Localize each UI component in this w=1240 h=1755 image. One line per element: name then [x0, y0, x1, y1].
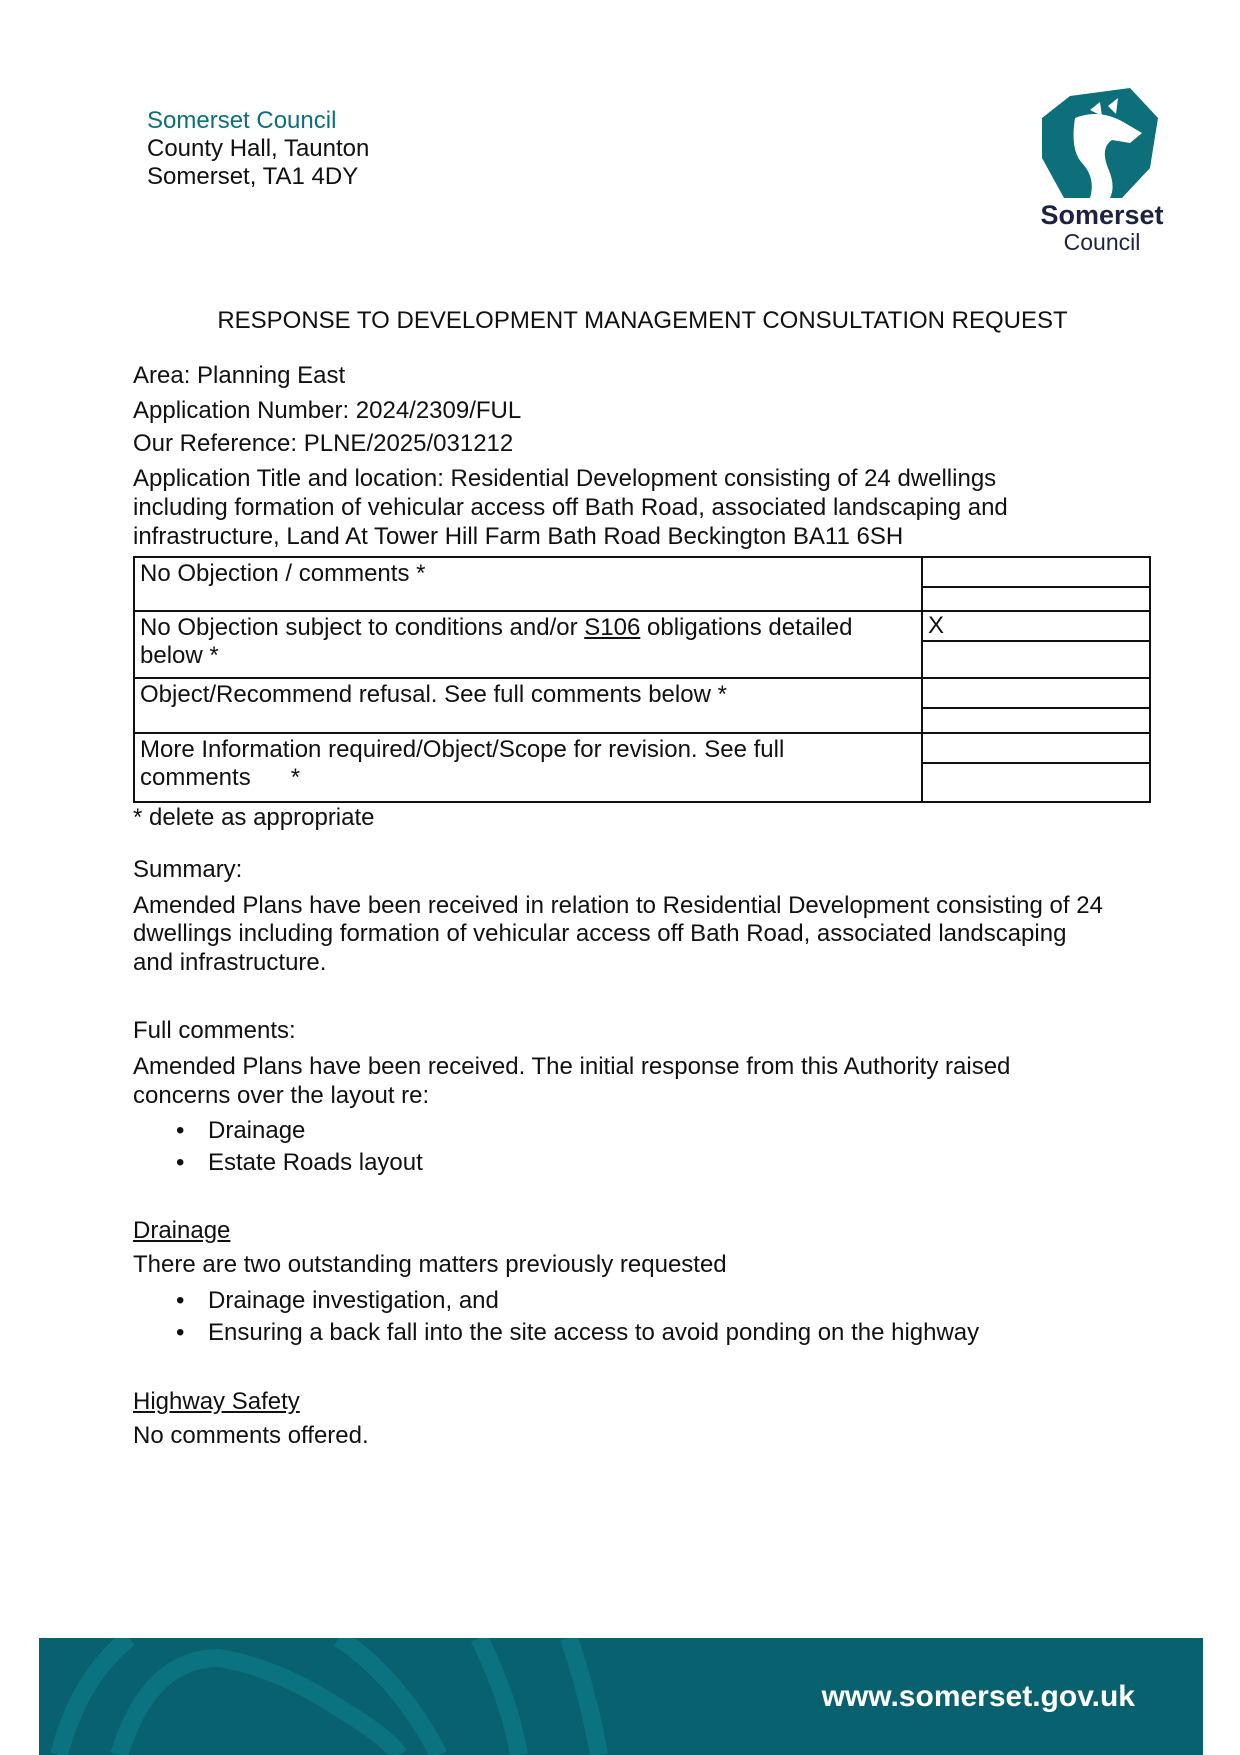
option-text: obligations detailed below *: [140, 614, 853, 669]
highway-safety-heading: Highway Safety: [133, 1388, 300, 1415]
area: Area: Planning East: [133, 362, 346, 389]
application-title: Application Title and location: Residential Development consisting of 24 dwellings: [133, 465, 997, 492]
full-comments-heading: Full comments:: [133, 1017, 296, 1044]
page-title: RESPONSE TO DEVELOPMENT MANAGEMENT CONSULTATION REQUEST: [217, 307, 1068, 334]
org-name: Somerset Council: [147, 107, 337, 134]
option-row: [134, 557, 1150, 611]
footer-url[interactable]: www.somerset.gov.uk: [821, 1680, 1135, 1713]
option-row: [134, 611, 1150, 678]
address-line-2: Somerset, TA1 4DY: [147, 163, 359, 190]
option-mark[interactable]: [923, 558, 1149, 588]
option-row: [134, 733, 1150, 802]
bullet-icon: •: [176, 1149, 185, 1176]
option-label: [134, 611, 922, 678]
summary-heading: Summary:: [133, 856, 243, 883]
full-comments-text: Amended Plans have been received. The initial response from this Authority raised: [133, 1053, 1011, 1080]
svg-text:Somerset: Somerset: [1040, 200, 1164, 230]
application-title: infrastructure, Land At Tower Hill Farm Bath Road Beckington BA11 6SH: [133, 523, 904, 550]
option-label: More Information required/Object/Scope for revision. See full comments *: [134, 733, 922, 802]
application-title: including formation of vehicular access off Bath Road, associated landscaping and: [133, 494, 1008, 521]
summary-text: and infrastructure.: [133, 949, 327, 976]
our-reference: Our Reference: PLNE/2025/031212: [133, 430, 514, 457]
application-number: Application Number: 2024/2309/FUL: [133, 397, 522, 424]
highway-safety-text: No comments offered.: [133, 1422, 369, 1449]
drainage-heading: Drainage: [133, 1217, 231, 1244]
list-item: Drainage investigation, and: [208, 1287, 499, 1314]
option-mark[interactable]: [923, 734, 1149, 764]
option-row: [134, 678, 1150, 733]
drainage-text: There are two outstanding matters previously requested: [133, 1251, 727, 1278]
option-text-s106: S106: [584, 614, 641, 641]
bullet-icon: •: [176, 1319, 185, 1346]
response-options-table: [133, 556, 1151, 803]
list-item: Ensuring a back fall into the site access to avoid ponding on the highway: [208, 1319, 980, 1346]
summary-text: Amended Plans have been received in relation to Residential Development consisting of 24: [133, 892, 1103, 919]
option-mark[interactable]: X: [923, 612, 1149, 642]
somerset-council-logo: [1030, 88, 1175, 258]
list-item: Estate Roads layout: [208, 1149, 423, 1176]
bullet-icon: •: [176, 1287, 185, 1314]
full-comments-text: concerns over the layout re:: [133, 1082, 430, 1109]
bullet-icon: •: [176, 1117, 185, 1144]
summary-text: dwellings including formation of vehicular access off Bath Road, associated landscaping: [133, 920, 1067, 947]
delete-note: * delete as appropriate: [133, 804, 375, 831]
option-label: No Objection / comments *: [134, 557, 922, 611]
option-label: Object/Recommend refusal. See full comments below *: [134, 678, 922, 733]
svg-text:Council: Council: [1063, 229, 1141, 255]
list-item: Drainage: [208, 1117, 306, 1144]
option-text: No Objection subject to conditions and/or: [140, 614, 585, 641]
address-line-1: County Hall, Taunton: [147, 135, 370, 162]
footer-banner: [39, 1638, 1203, 1755]
option-mark[interactable]: [923, 679, 1149, 709]
dragon-icon: [1030, 88, 1175, 258]
